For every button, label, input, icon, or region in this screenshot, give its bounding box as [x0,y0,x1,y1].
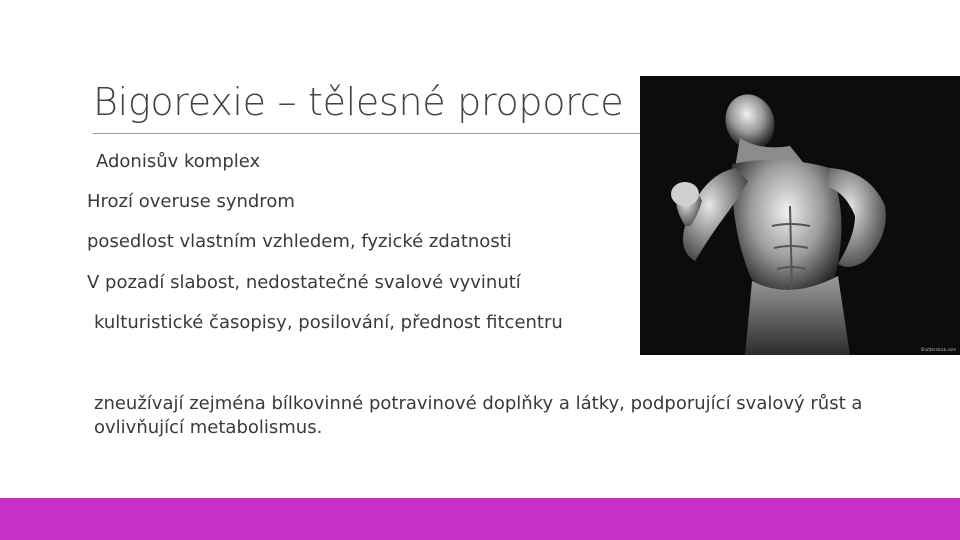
bullet-line-2: Hrozí overuse syndrom [87,191,295,212]
slide-title: Bigorexie – tělesné proporce [93,80,624,124]
bullet-line-1: Adonisův komplex [96,151,261,172]
footer-accent-bar [0,498,960,540]
bullet-line-5: kulturistické časopisy, posilování, přednost fitcentru [94,312,563,333]
muscular-man-photo-icon [640,76,960,355]
bodybuilder-figure-icon [640,76,960,355]
title-underline [93,133,641,134]
body-paragraph: zneužívají zejména bílkovinné potravinové doplňky a látky, podporující svalový růst a ovlivňující metabolismus. [94,393,863,438]
image-credit: Shutterstock.com [920,347,956,352]
bullet-line-3: posedlost vlastním vzhledem, fyzické zdatnosti [87,231,512,252]
bullet-line-4: V pozadí slabost, nedostatečné svalové vyvinutí [87,272,521,293]
